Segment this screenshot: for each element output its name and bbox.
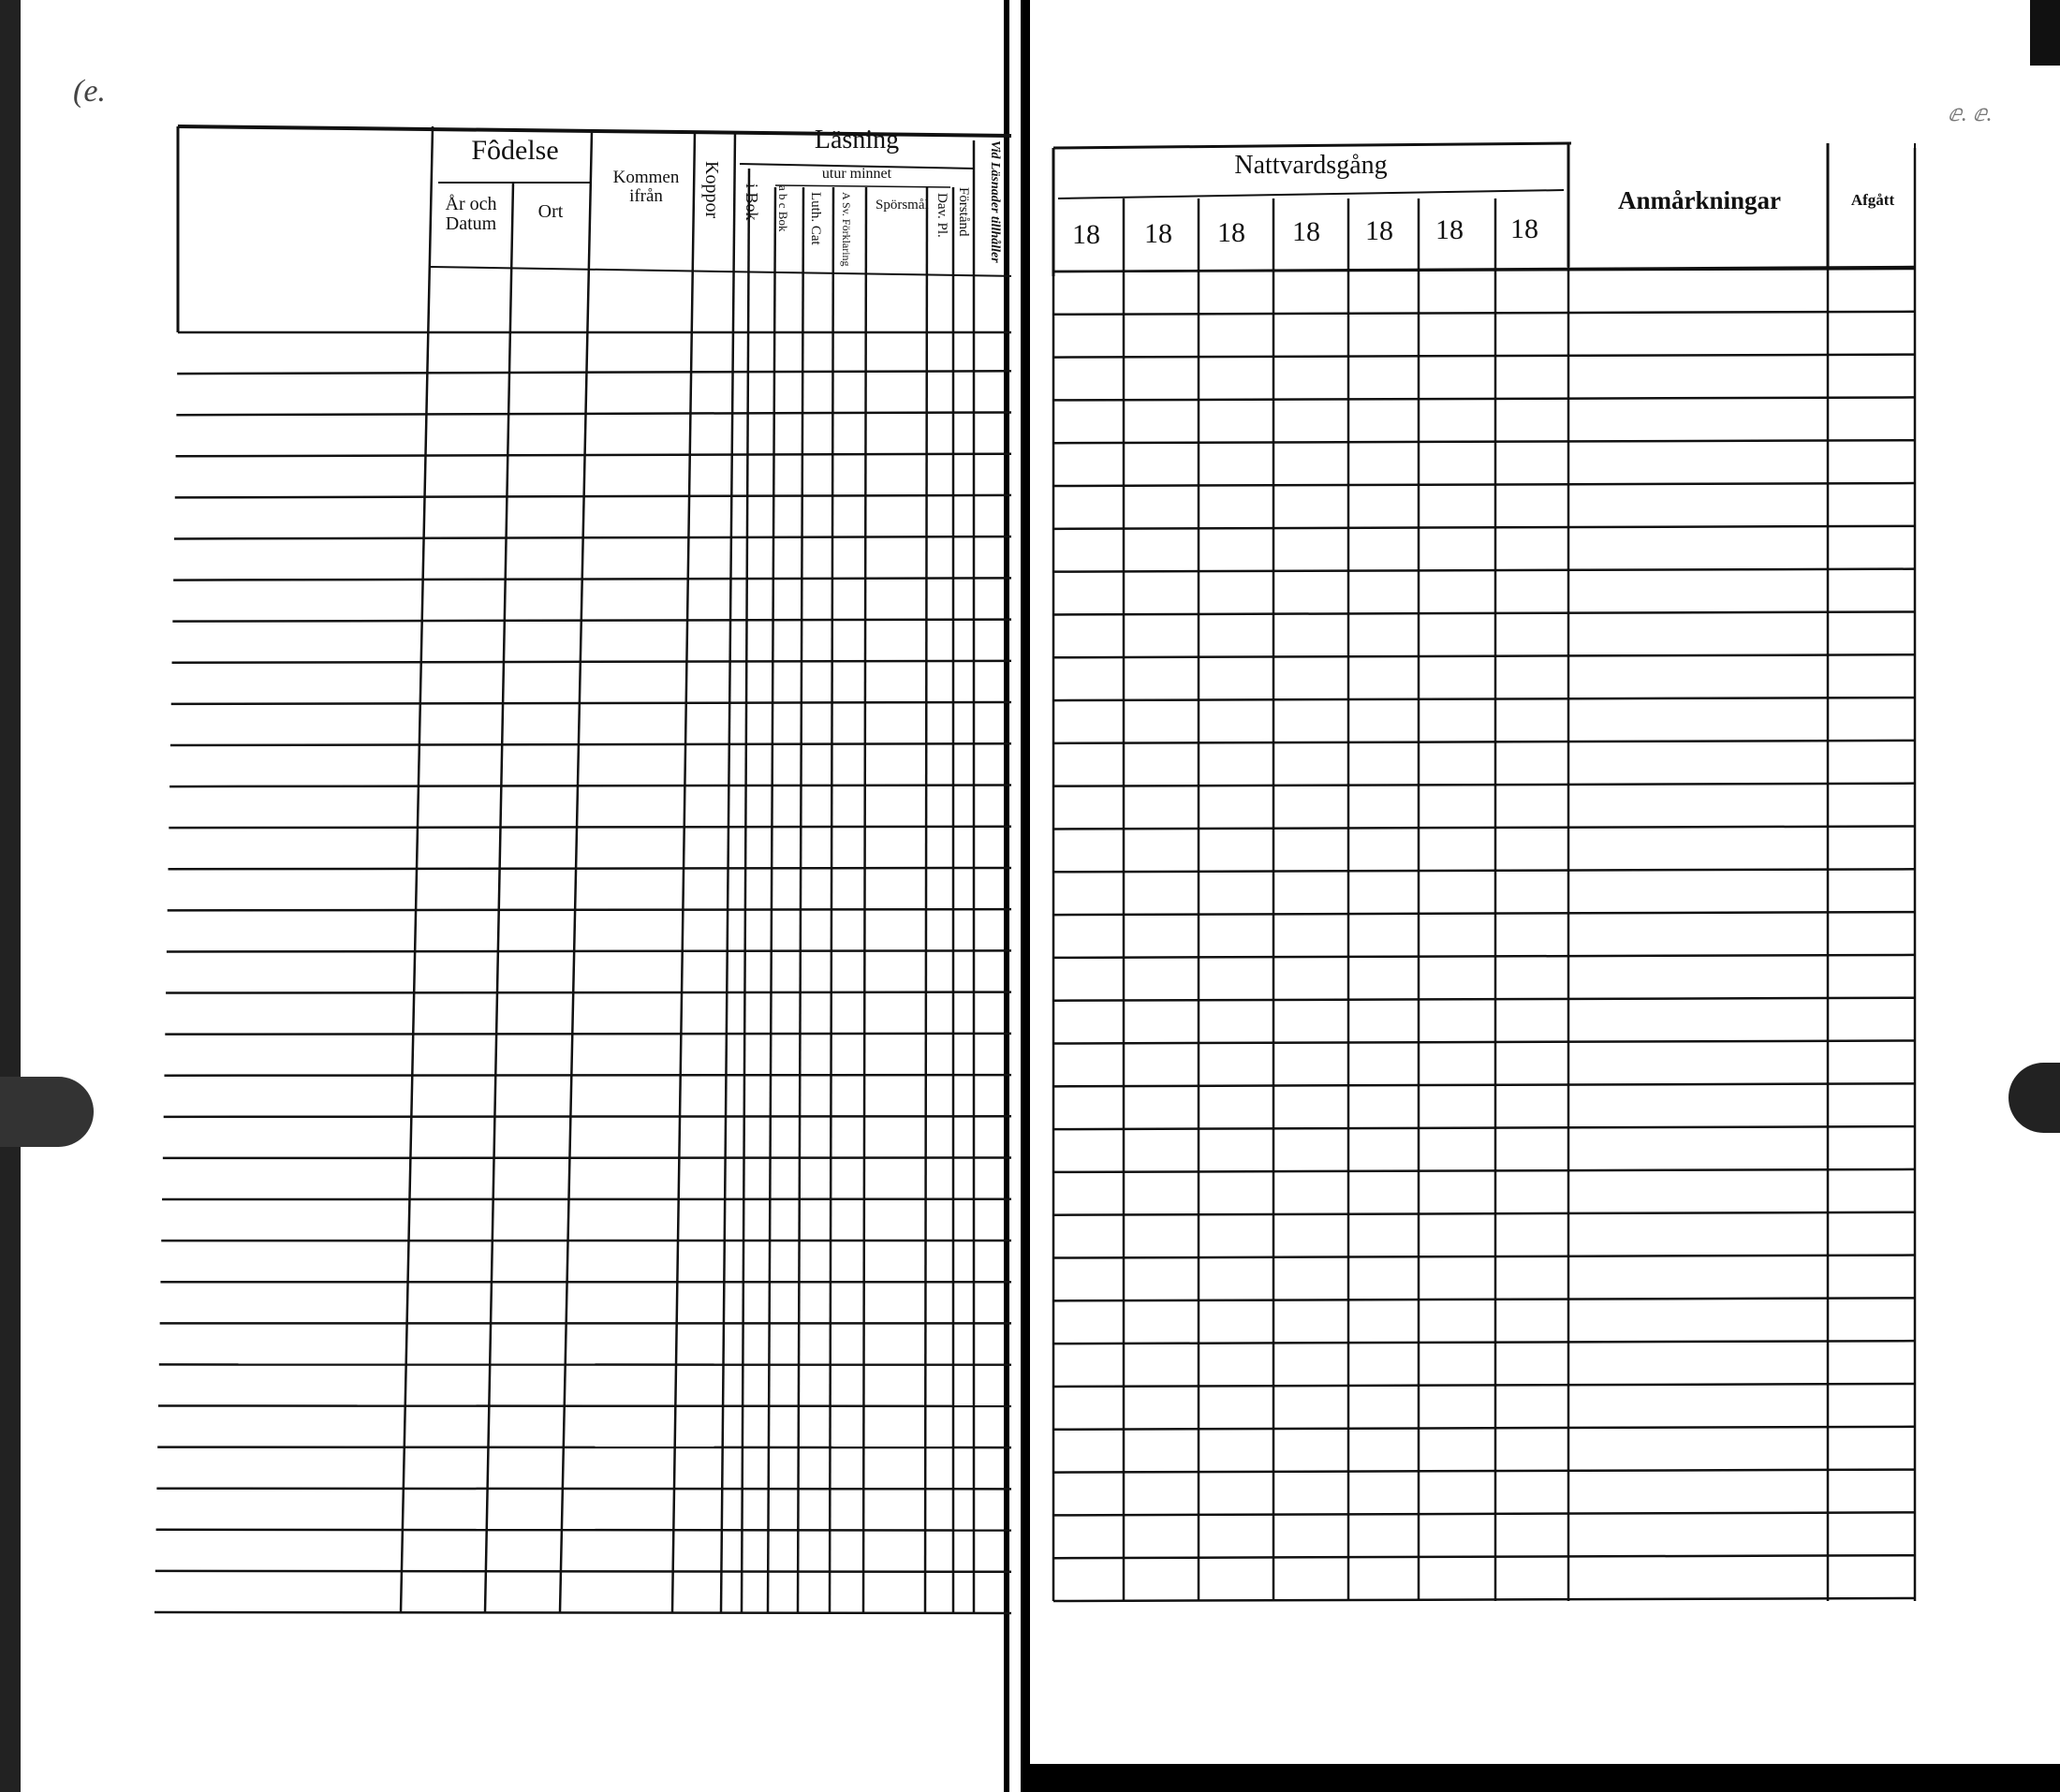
right-row-line [1053, 1470, 1915, 1473]
right-row-line [1053, 998, 1915, 1001]
header-lasning: Läsning [814, 125, 900, 154]
header-dav-pl: Dav. Pl. [934, 193, 949, 238]
year-prefix-label: 18 [1144, 218, 1172, 249]
year-prefix-label: 18 [1365, 215, 1393, 246]
right-row-line [1053, 1512, 1915, 1515]
header-luth-cat: Luth. Cat [808, 192, 823, 245]
header-sporsmal: Spörsmål [876, 198, 929, 213]
right-row-line [1053, 397, 1915, 400]
right-row-line [1053, 1083, 1915, 1086]
right-row-line [1053, 483, 1915, 486]
right-row-line [1053, 569, 1915, 572]
year-prefix-label: 18 [1510, 213, 1538, 244]
header-ar-och-datum: År och Datum [445, 194, 497, 234]
header-i-bok: i Bok [743, 184, 761, 221]
right-row-line [1053, 1341, 1915, 1344]
header-kommen-ifran: Kommen ifrån [612, 168, 680, 206]
header-vid-lasnader: Vid Läsnader tillhåller [988, 140, 1002, 263]
right-row-line [1053, 741, 1915, 743]
year-prefix-label: 18 [1217, 217, 1245, 248]
right-row-line [1053, 1555, 1915, 1558]
year-prefix-label: 18 [1072, 219, 1100, 250]
right-row-line [1053, 269, 1915, 272]
right-row-line [1053, 698, 1915, 700]
right-row-line [1053, 912, 1915, 915]
right-row-line [1053, 1169, 1915, 1172]
header-fodelse: Fôdelse [471, 135, 559, 166]
right-row-line [1053, 1256, 1915, 1258]
right-row-line [1053, 1212, 1915, 1215]
year-prefix-label: 18 [1435, 214, 1464, 245]
header-anmarkningar: Anmårkningar [1617, 186, 1782, 214]
right-row-line [1053, 1384, 1915, 1387]
right-row-line [1053, 869, 1915, 872]
right-row-line [1053, 1041, 1915, 1044]
right-row-line [1053, 826, 1915, 829]
right-row-line [1053, 611, 1915, 614]
right-row-line [1053, 654, 1915, 657]
right-row-line [1053, 784, 1915, 786]
header-forstand: Förstånd [956, 187, 971, 237]
header-ort: Ort [537, 201, 564, 222]
right-row-line [1053, 526, 1915, 529]
right-row-line [1053, 1126, 1915, 1129]
right-row-line [1053, 1298, 1915, 1300]
left-page-number-mark: (e. [73, 74, 106, 109]
right-row-line [1053, 440, 1915, 443]
header-a-sv-forklaring: A Sv. Förklaring [840, 192, 853, 267]
header-abc-bok: a b c Bok [776, 185, 790, 232]
header-nattvardsgang: Nattvardsgång [1234, 151, 1388, 180]
year-prefix-label: 18 [1292, 216, 1320, 247]
right-row-line [1053, 355, 1915, 358]
right-row-line [1053, 1598, 1915, 1601]
right-row-line [1053, 955, 1915, 958]
right-page-number-mark: ⅇ. ⅇ. [1948, 102, 1993, 126]
header-afgatt: Afgått [1850, 191, 1895, 209]
right-row-line [1053, 312, 1915, 315]
header-koppor: Koppor [701, 161, 722, 219]
right-row-line [1053, 1427, 1915, 1430]
header-utur-minnet: utur minnet [821, 166, 892, 182]
